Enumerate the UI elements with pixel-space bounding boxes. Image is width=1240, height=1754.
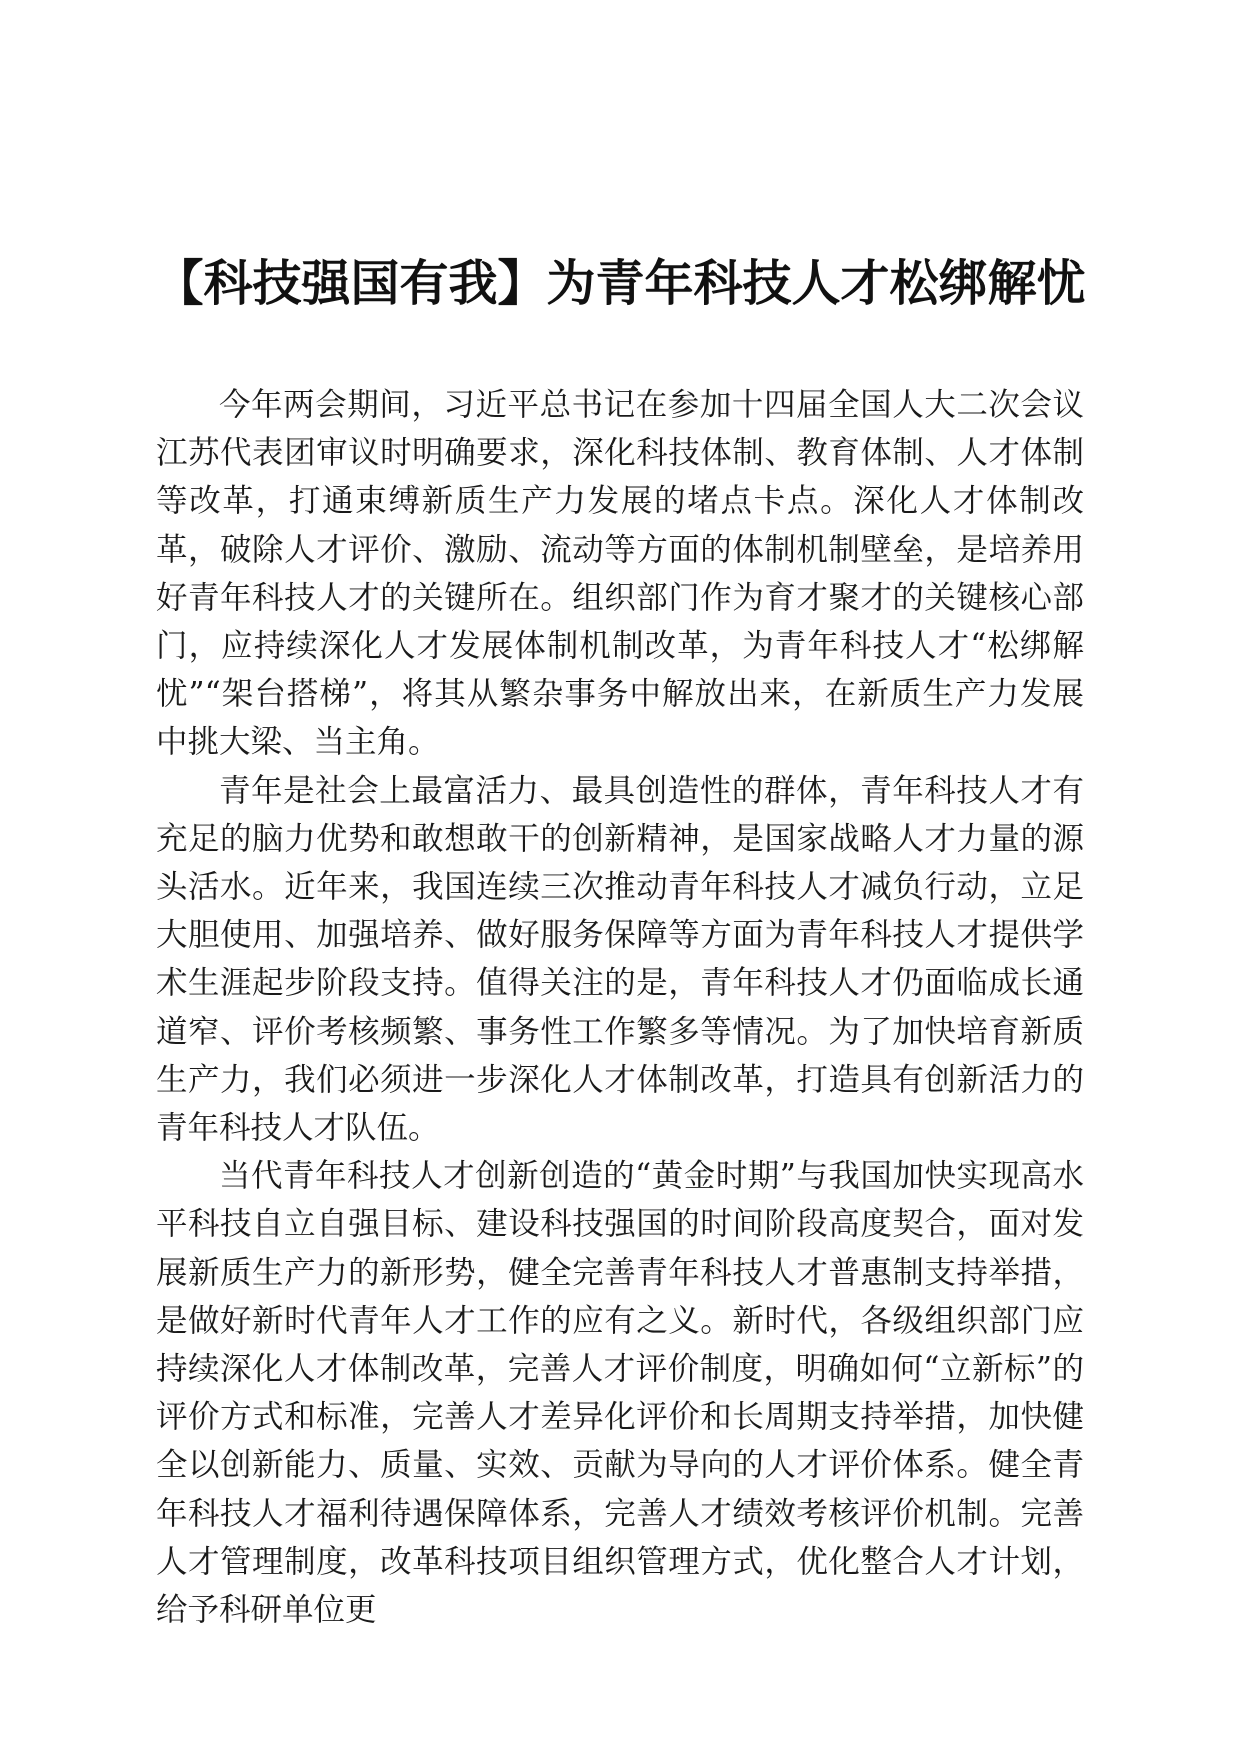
paragraph-1: 今年两会期间，习近平总书记在参加十四届全国人大二次会议江苏代表团审议时明确要求，深化科技体制、教育体制、人才体制等改革，打通束缚新质生产力发展的堵点卡点。深化人才体制改革，破除人才评价、激励、流动等方面的体制机制壁垒，是培养用好青年科技人才的关键所在。组织部门作为育才聚才的关键核心部门，应持续深化人才发展体制机制改革，为青年科技人才“松绑解忧”“架台搭梯”，将其从繁杂事务中解放出来，在新质生产力发展中挑大梁、当主角。 bbox=[156, 387, 1084, 761]
paragraph-2: 青年是社会上最富活力、最具创造性的群体，青年科技人才有充足的脑力优势和敢想敢干的创新精神，是国家战略人才力量的源头活水。近年来，我国连续三次推动青年科技人才减负行动，立足大胆使用、加强培养、做好服务保障等方面为青年科技人才提供学术生涯起步阶段支持。值得关注的是，青年科技人才仍面临成长通道窄、评价考核频繁、事务性工作繁多等情况。为了加快培育新质生产力，我们必须进一步深化人才体制改革，打造具有创新活力的青年科技人才队伍。 bbox=[156, 772, 1084, 1147]
document-title: 【科技强国有我】为青年科技人才松绑解忧 bbox=[154, 255, 1086, 312]
document-body bbox=[156, 381, 1084, 1634]
paragraph-3: 当代青年科技人才创新创造的“黄金时期”与我国加快实现高水平科技自立自强目标、建设科技强国的时间阶段高度契合，面对发展新质生产力的新形势，健全完善青年科技人才普惠制支持举措，是做好新时代青年人才工作的应有之义。新时代，各级组织部门应持续深化人才体制改革，完善人才评价制度，明确如何“立新标”的评价方式和标准，完善人才差异化评价和长周期支持举措，加快健全以创新能力、质量、实效、贡献为导向的人才评价体系。健全青年科技人才福利待遇保障体系，完善人才绩效考核评价机制。完善人才管理制度，改革科技项目组织管理方式，优化整合人才计划，给予科研单位更 bbox=[156, 1158, 1084, 1629]
